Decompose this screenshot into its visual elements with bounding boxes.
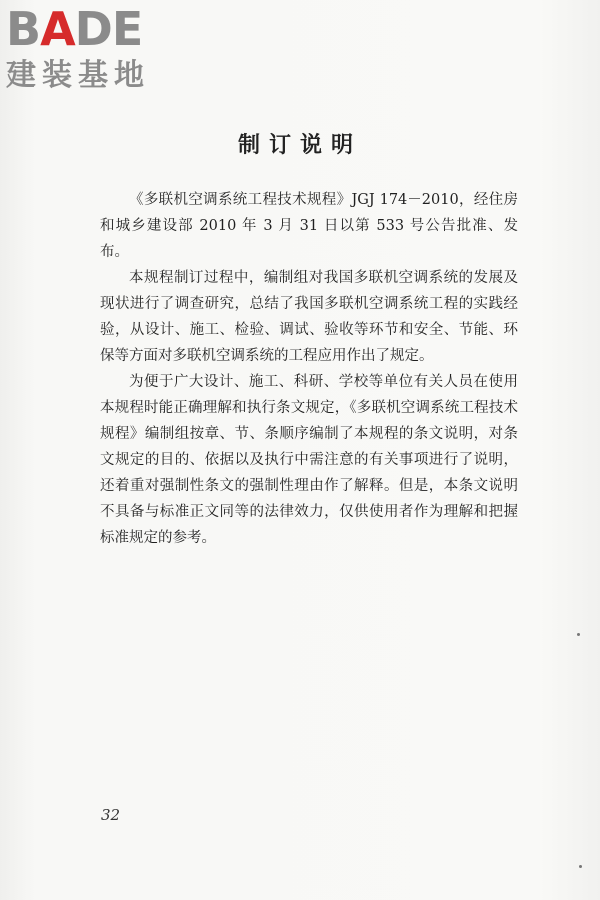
paragraph-3: 为便于广大设计、施工、科研、学校等单位有关人员在使用本规程时能正确理解和执行条文规定，《多联机空调系统工程技术规程》编制组按章、节、条顺序编制了本规程的条文说明，对条文规定的目的、依据以及执行中需注意的有关事项进行了说明，还着重对强制性条文的强制性理由作了解释。但是，本条文说明不具备与标准正文同等的法律效力，仅供使用者作为理解和把握标准规定的参考。 <box>100 374 518 546</box>
page-number: 32 <box>101 806 121 824</box>
logo-subtitle: 建装基地 <box>6 58 150 93</box>
scan-speck <box>577 633 580 636</box>
paragraph-2: 本规程制订过程中，编制组对我国多联机空调系统的发展及现状进行了调查研究，总结了我国多联机空调系统工程的实践经验，从设计、施工、检验、调试、验收等环节和安全、节能、环保等方面对多联机空调系统的工程应用作出了规定。 <box>100 270 518 364</box>
paragraph-1: 《多联机空调系统工程技术规程》JGJ 174－2010，经住房和城乡建设部 2010 年 3 月 31 日以第 533 号公告批准、发布。 <box>100 192 518 260</box>
page-title: 制订说明 <box>237 133 362 158</box>
logo-letter-b: B <box>6 2 41 56</box>
scan-speck <box>579 865 582 868</box>
bade-logo <box>6 4 176 102</box>
document-body <box>100 187 518 551</box>
logo-letters-de: DE <box>74 2 143 56</box>
logo-letter-a: A <box>40 2 75 56</box>
logo-wordmark <box>6 4 176 54</box>
